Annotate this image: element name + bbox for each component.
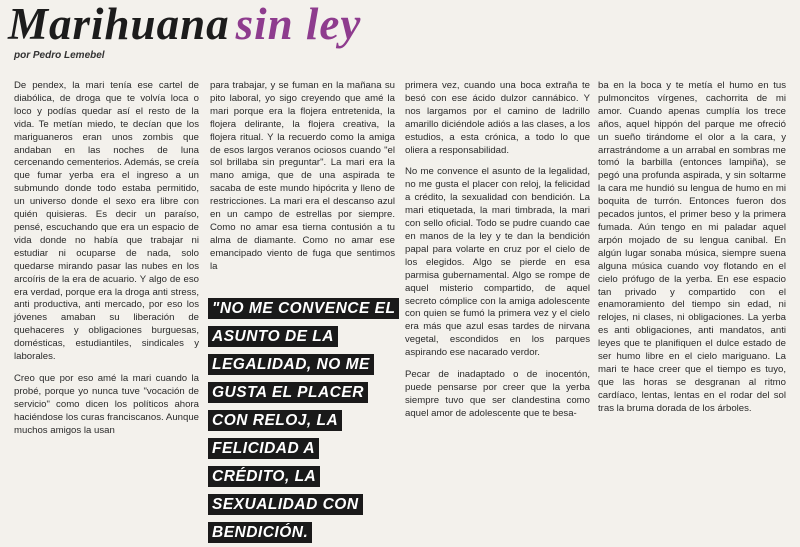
paragraph: primera vez, cuando una boca extraña te besó con ese ácido dulzor cannábico. Y nos largamos por el camino de ladrillo amarillo diciéndole adiós a las clases, a los estudios, a esta crónica, a todo lo que oliera a responsabilidad.: [405, 80, 590, 156]
pull-quote: [208, 295, 396, 547]
paragraph: Pecar de inadaptado o de inocentón, puede pensarse por creer que la yerba siempre tuvo que ser clandestina como aquel amor de adolescente que te besa-: [405, 369, 590, 419]
column-1: [14, 80, 199, 446]
byline: por Pedro Lemebel: [14, 50, 105, 61]
column-2: [210, 80, 395, 283]
paragraph: para trabajar, y se fuman en la mañana su pito laboral, yo sigo creyendo que amé la mari porque era la flojera entretenida, la flojera delirante, la flojera creativa, la flojera ritual. Y la recuerdo como la amiga de esos largos veranos ociosos cuando "el sol brillaba sin preguntar". La mari era la mano amiga, que de una aspirada te sacaba de este mundo hipócrita y lleno de restricciones. La mari era el descanso azul en un campo de estrellas por siempre. Como no amar esa tierna contusión a tu alma de diamante. Como no amar ese emancipado viento de fuga que sentimos la: [210, 80, 395, 272]
title-accent: sin ley: [235, 0, 362, 49]
article-title: [8, 2, 361, 47]
paragraph: Creo que por eso amé la mari cuando la probé, porque yo nunca tuve "vocación de servicio" como dicen los políticos ahora haciéndose los curas franciscanos. Aunque muchos amigos la usan: [14, 372, 199, 436]
pull-quote-text: "NO ME CONVENCE EL ASUNTO DE LA LEGALIDAD, NO ME GUSTA EL PLACER CON RELOJ, LA FELICIDAD A CRÉDITO, LA SEXUALIDAD CON BENDICIÓN.: [208, 298, 399, 543]
title-main: Marihuana: [8, 0, 230, 49]
column-3: [405, 80, 590, 430]
paragraph: No me convence el asunto de la legalidad, no me gusta el placer con reloj, la felicidad a crédito, la sexualidad con bendición. La mari etiquetada, la mari timbrada, la mari con sello oficial. Todo se pudre cuando cae en manos de la ley y te dan la bendición papal para volarte en cruz por el cielo de los elegidos. Algo se pierde en esa parmisa gubernamental. Algo se rompe de aquel misterio compartido, de aquel secreto cómplice con la amiga adolescente con quien se fumó la primera vez y el cielo era más que azul esas tardes de nirvana vegetal, escondidos en los parques aspirando ese nacarado verdor.: [405, 166, 590, 359]
paragraph: ba en la boca y te metía el humo en tus pulmoncitos vírgenes, cachorrita de mi amor. Cuando apenas cumplía los trece años, aquel hippón del parque me ofreció un sueño tirándome el olor a la cara, y arrastrándome a un arrabal en sombras me tomó la barbilla (entonces lampiña), se pegó una profunda aspirada, y sin soltarme la cara me hundió su lengua de humo en mi boquita de turrón. Entonces fueron dos pecados juntos, el primer beso y la primera fumada. Aún tengo en mi paladar aquel arpón mojado de su lengua canibal. En algún lugar sonaba música, siempre suena alguna música cuando voy flotando en el cielo prófugo de la yerba. En ese espacio tan privado y compartido con el enamoramiento del tiempo sin edad, ni relojes, ni clases, ni obligaciones. La yerba es anti obligaciones, anti mandatos, anti leyes que te planifiquen el dulce estado de ser humo libre en el cielo mariguano. La mari te hace creer que el tiempo es tuyo, que las horas se desgranan al ritmo cardíaco, lentas, lentas en el rodar del sol tras la bruma dorada de los árboles.: [598, 80, 786, 414]
column-4: [598, 80, 786, 425]
paragraph: De pendex, la mari tenía ese cartel de diabólica, de droga que te volvía loca o loco y podías quedar así el resto de la vida. Te metían miedo, te decían que los mariguaneros eran unos zombis que andaban en las noches de luna cercenando cementerios. Además, se creía que fumar yerba era el ingreso a un submundo donde todo estaba permitido, un universo donde el sexo era libre con quién quisieras. Es decir un paraíso, pensé, escuchando que era un espacio de vida donde no había que trabajar ni estudiar ni ocuparse de nada, solo quedarse mirando pasar las nubes en los arcoíris de la era de acuario. Y algo de eso era verdad, porque era la droga anti stress, anti productiva, anti mercado, por eso los jóvenes amaban su liberación de quehaceres y obligaciones burguesas, domésticas, estudiantiles, sindicales y laborales.: [14, 80, 199, 363]
